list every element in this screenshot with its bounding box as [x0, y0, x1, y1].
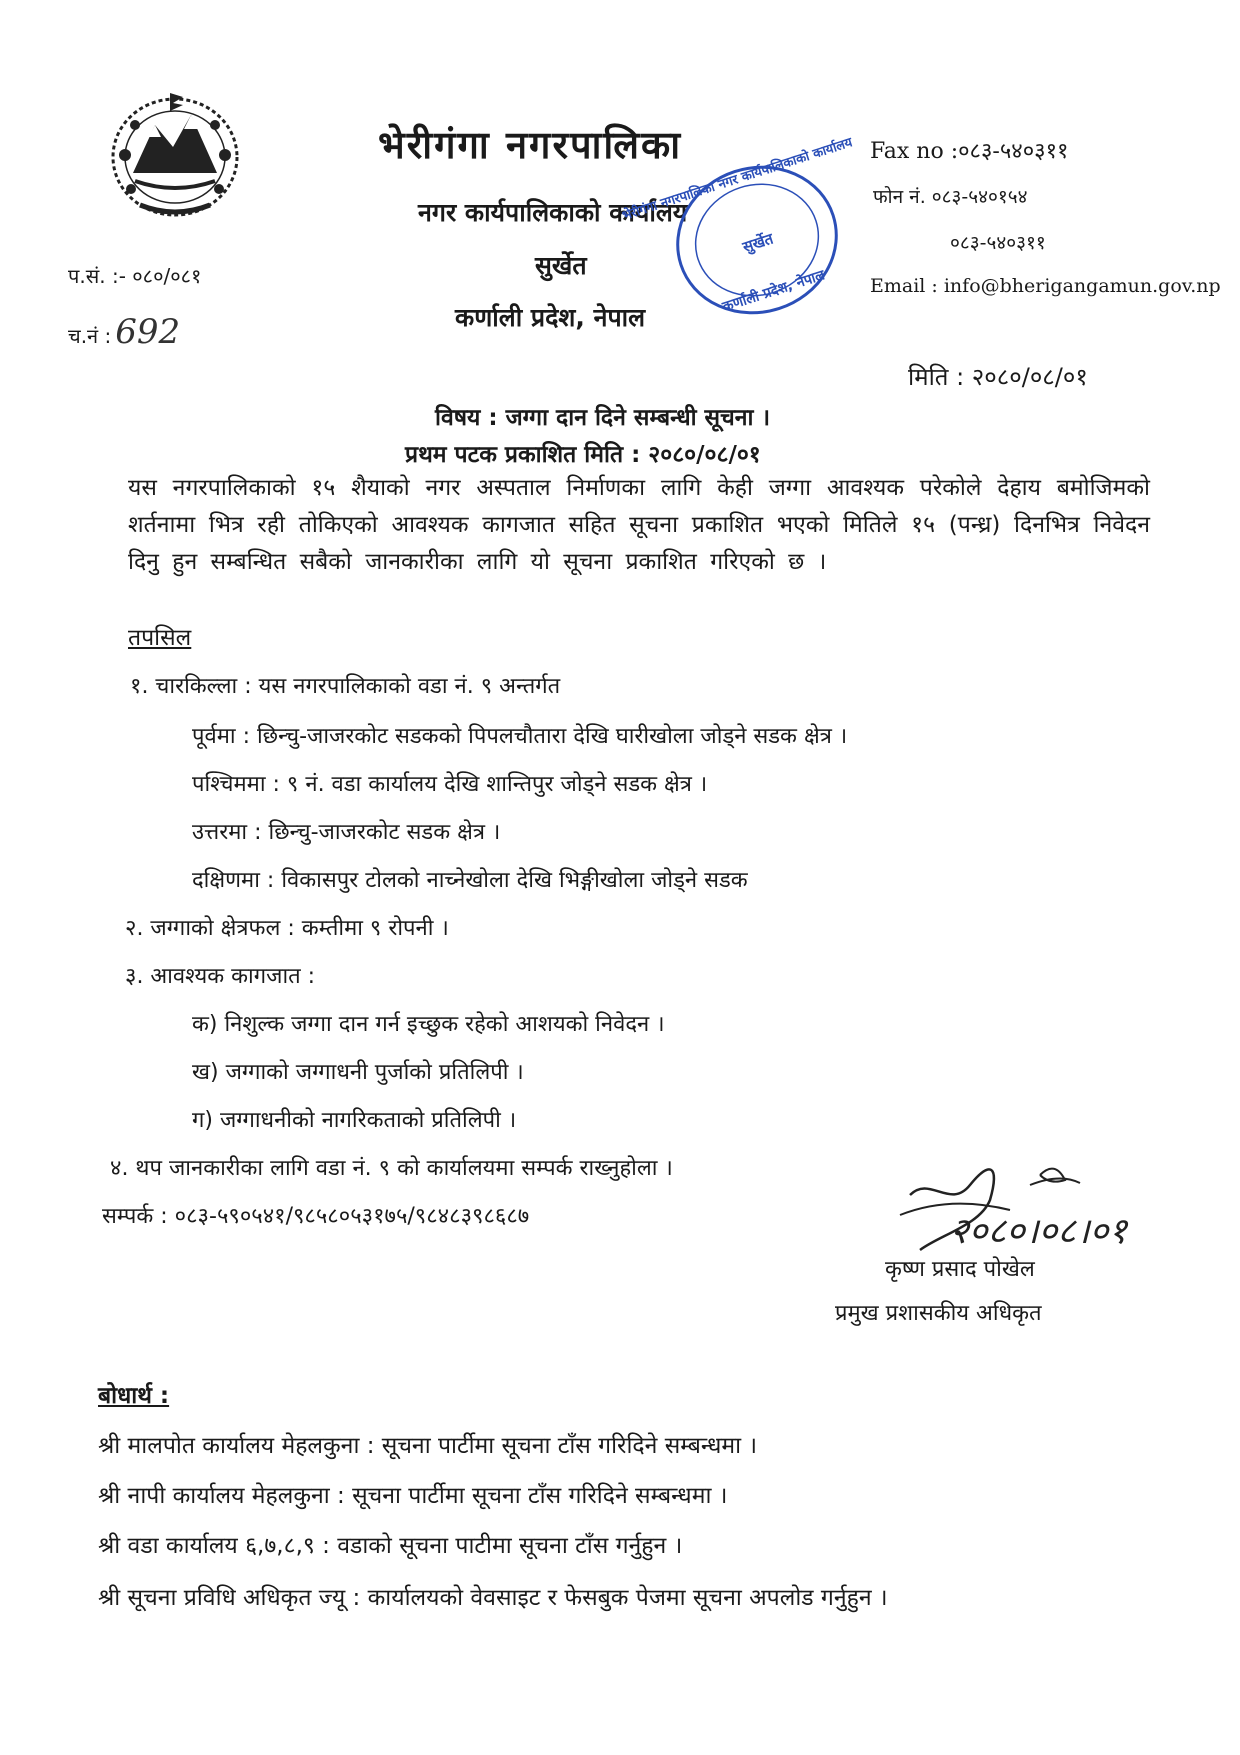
boundary-north: उत्तरमा : छिन्चु-जाजरकोट सडक क्षेत्र । — [192, 820, 501, 845]
tapasil-heading: तपसिल — [128, 625, 192, 651]
contact-ward-item: ४. थप जानकारीका लागि वडा नं. ९ को कार्यालयमा सम्पर्क राख्नुहोला । — [110, 1156, 673, 1181]
notice-subject: विषय : जग्गा दान दिने सम्बन्धी सूचना । — [435, 405, 771, 431]
signature-date: २०८०।०८।०१ — [950, 1211, 1128, 1252]
document-b: ख) जग्गाको जग्गाधनी पुर्जाको प्रतिलिपी । — [192, 1060, 524, 1085]
office-stamp-icon — [620, 135, 855, 330]
signatory-name: कृष्ण प्रसाद पोखेल — [885, 1257, 1035, 1282]
email-address: Email : info@bherigangamun.gov.np — [870, 275, 1221, 297]
bodhartha-heading: बोधार्थ : — [98, 1383, 170, 1409]
phone-number-1: फोन नं. ०८३-५४०१५४ — [873, 186, 1028, 208]
dispatch-number — [68, 312, 180, 352]
land-area-item: २. जग्गाको क्षेत्रफल : कम्तीमा ९ रोपनी । — [125, 916, 449, 941]
boundary-east: पूर्वमा : छिन्चु-जाजरकोट सडकको पिपलचौतारा देखि घारीखोला जोड्ने सडक क्षेत्र । — [192, 724, 848, 749]
stamp-bottom-text: कर्णाली प्रदेश, नेपाल — [720, 267, 827, 316]
signature-icon — [880, 1155, 1160, 1265]
cc-line-1: श्री मालपोत कार्यालय मेहलकुना : सूचना पार्टीमा सूचना टाँस गरिदिने सम्बन्धमा । — [98, 1433, 758, 1459]
cc-line-3: श्री वडा कार्यालय ६,७,८,९ : वडाको सूचना पाटीमा सूचना टाँस गर्नुहुन । — [98, 1533, 683, 1559]
contact-numbers: सम्पर्क : ०८३-५९०५४१/९८५८०५३१७५/९८४८३९८६८७ — [102, 1204, 530, 1229]
dispatch-value: 692 — [115, 312, 181, 352]
organization-name: भेरीगंगा नगरपालिका — [378, 123, 683, 167]
stamp-center-text: सुर्खेत — [740, 229, 776, 257]
cc-line-4: श्री सूचना प्रविधि अधिकृत ज्यू : कार्यालयको वेवसाइट र फेसबुक पेजमा सूचना अपलोड गर्नुहुन । — [98, 1585, 888, 1611]
boundary-item: १. चारकिल्ला : यस नगरपालिकाको वडा नं. ९ अन्तर्गत — [130, 674, 561, 699]
dispatch-label: च.नं : — [68, 324, 112, 348]
publication-date: प्रथम पटक प्रकाशित मिति : २०८०/०८/०१ — [405, 442, 761, 468]
document-c: ग) जग्गाधनीको नागरिकताको प्रतिलिपी । — [192, 1108, 517, 1133]
stamp-outer-text: भेरीगंगा नगरपालिका नगर कार्यपालिकाको कार्यालय — [620, 135, 855, 224]
notice-date: मिति : २०८०/०८/०१ — [908, 363, 1088, 391]
required-documents-item: ३. आवश्यक कागजात : — [125, 964, 316, 989]
office-name: नगर कार्यपालिकाको कार्यालय — [418, 198, 688, 227]
phone-number-2: ०८३-५४०३११ — [950, 232, 1046, 254]
reference-number: प.सं. :- ०८०/०८१ — [68, 264, 202, 288]
cc-line-2: श्री नापी कार्यालय मेहलकुना : सूचना पार्टीमा सूचना टाँस गरिदिने सम्बन्धमा । — [98, 1483, 728, 1509]
signatory-title: प्रमुख प्रशासकीय अधिकृत — [835, 1301, 1042, 1326]
province-name: कर्णाली प्रदेश, नेपाल — [455, 303, 646, 332]
district-name: सुर्खेत — [535, 251, 587, 280]
document-a: क) निशुल्क जग्गा दान गर्न इच्छुक रहेको आशयको निवेदन । — [192, 1012, 665, 1037]
nepal-emblem-icon — [95, 85, 255, 225]
fax-number: Fax no :०८३-५४०३११ — [870, 139, 1069, 164]
boundary-west: पश्चिममा : ९ नं. वडा कार्यालय देखि शान्तिपुर जोड्ने सडक क्षेत्र । — [192, 772, 708, 797]
notice-body: यस नगरपालिकाको १५ शैयाको नगर अस्पताल निर्माणका लागि केही जग्गा आवश्यक परेकोले देहाय बमोजिमको शर्तनामा भित्र रही तोकिएको आवश्यक कागजात सहित सूचना प्रकाशित भएको मितिले १५ (पन्ध्र) दिनभित्र निवेदन दिनु हुन सम्बन्धित सबैको जानकारीका लागि यो सूचना प्रकाशित गरिएको छ । — [128, 475, 1150, 575]
boundary-south: दक्षिणमा : विकासपुर टोलको नाच्नेखोला देखि भिङ्गीखोला जोड्ने सडक — [192, 868, 748, 893]
